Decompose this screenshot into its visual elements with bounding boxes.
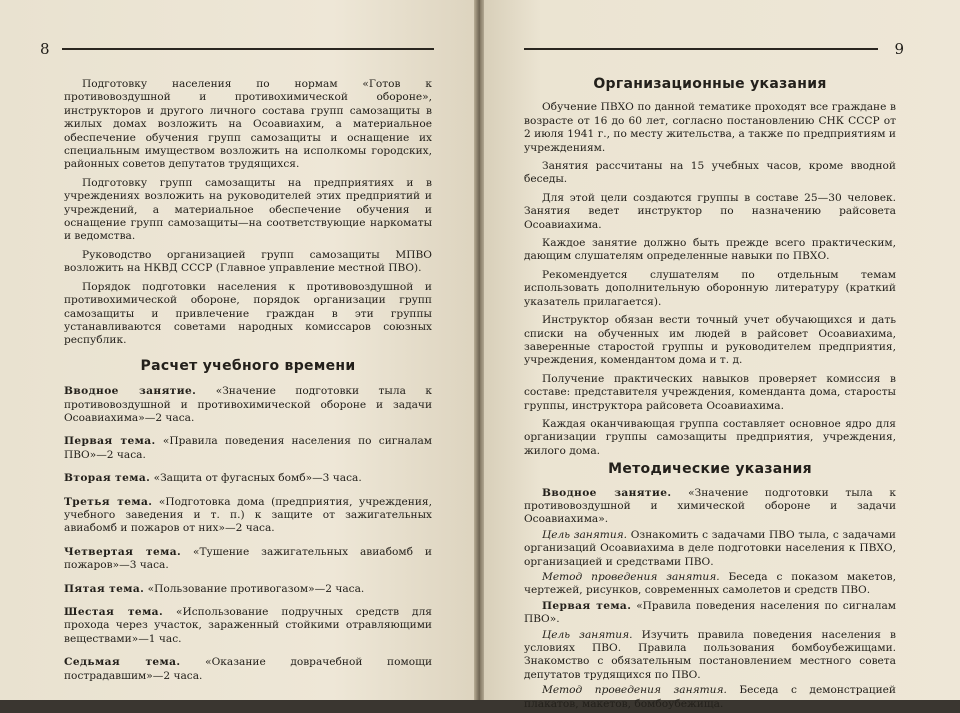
paragraph: Каждая оканчивающая группа составляет основное ядро для организации группы самозащиты предприятия, учреждения, жилого дома. bbox=[524, 417, 896, 457]
paragraph: Подготовку населения по нормам «Готов к противовоздушной и противохимической обороне», инструкторов и другого личного состава групп самозащиты в жилых домах возложить на Осоавиахим, а материальное обеспечение обучения групп самозащиты и оснащение их специальным имуществом возложить на исполкомы городских, районных советов депутатов трудящихся. bbox=[64, 78, 432, 171]
topic-text: «Значение подготовки тыла к противовоздушной и противохимической обороне и задачи Осоавиахима»—2 часа. bbox=[64, 385, 432, 424]
topic-item bbox=[64, 546, 432, 573]
paragraph: Руководство организацией групп самозащиты МПВО возложить на НКВД СССР (Главное управление местной ПВО). bbox=[64, 248, 432, 275]
topic-name: Пятая тема. bbox=[64, 582, 145, 595]
topic-item bbox=[64, 496, 432, 536]
topic-text: «Оказание доврачебной помощи пострадавшим»—2 часа. bbox=[64, 656, 433, 682]
paragraph: Получение практических навыков проверяет комиссия в составе: представителя учреждения, коменданта дома, старосты группы, инструктора райсовета Осоавиахима. bbox=[524, 372, 896, 412]
left-page-text bbox=[64, 78, 432, 693]
topic-item bbox=[64, 385, 432, 425]
topic-name: Вводное занятие. bbox=[542, 486, 672, 499]
paragraph: Подготовку групп самозащиты на предприятиях и в учреждениях возложить на руководителей этих предприятий и учреждений, а материальное обеспечение обучения и оснащение групп самозащиты—на соответствующие наркоматы и ведомства. bbox=[64, 176, 432, 243]
topic-name: Седьмая тема. bbox=[64, 656, 181, 669]
topic-name: Четвертая тема. bbox=[64, 545, 182, 558]
goal-label: Цель занятия. bbox=[542, 628, 633, 641]
topic-text: «Пользование противогазом»—2 часа. bbox=[144, 582, 365, 595]
header-rule-left bbox=[62, 48, 434, 50]
topic-name: Первая тема. bbox=[64, 435, 156, 448]
topic-text: «Значение подготовки тыла к противовоздушной и химической обороне и задачи Осоавиахима». bbox=[524, 486, 896, 526]
paragraph: Для этой цели создаются группы в составе 25—30 человек. Занятия ведет инструктор по назначению райсовета Осоавиахима. bbox=[524, 191, 896, 231]
topic-item bbox=[64, 583, 432, 596]
method-text: Беседа с демонстрацией плакатов, макетов, бомбоубежища. bbox=[524, 684, 896, 710]
intro-goal bbox=[524, 529, 896, 569]
goal-label: Цель занятия. bbox=[542, 528, 628, 541]
paragraph: Обучение ПВХО по данной тематике проходят все граждане в возрасте от 16 до 60 лет, согласно постановлению СНК СССР от 2 июля 1941 г., по месту жительства, а также по предприятиям и учреждениям. bbox=[524, 101, 896, 154]
paragraph: Каждое занятие должно быть прежде всего практическим, дающим слушателям определенные навыки по ПВХО. bbox=[524, 237, 896, 263]
goal-text: Изучить правила поведения населения в условиях ПВО. Правила пользования бомбоубежищами. Знакомство с обязательным постановлением местного совета депутатов трудящихся по ПВО. bbox=[524, 628, 896, 681]
method-text: Беседа с показом макетов, чертежей, рисунков, современных самолетов и средств ПВО. bbox=[524, 571, 896, 597]
right-page-text bbox=[524, 76, 896, 713]
first-goal bbox=[524, 629, 896, 683]
topic-text: «Защита от фугасных бомб»—3 часа. bbox=[150, 472, 362, 485]
topic-name: Третья тема. bbox=[64, 495, 153, 508]
topic-text: «Подготовка дома (предприятия, учреждения, учебного заведения и т. п.) к защите от зажигательных авиабомб и пожаров от них»—2 часа. bbox=[64, 495, 432, 535]
topic-item bbox=[64, 472, 432, 485]
topic-text: «Правила поведения населения по сигналам ПВО»—2 часа. bbox=[64, 435, 432, 461]
paragraph: Порядок подготовки населения к противовоздушной и противохимической обороне, порядок организации групп самозащиты и привлечение граждан в эти группы устанавливаются советами народных комиссаров союзных республик. bbox=[64, 280, 432, 347]
paragraph: Инструктор обязан вести точный учет обучающихся и дать списки на обученных им людей в райсовет Осоавиахима, заверенные старостой группы и руководителем предприятия, учреждения, комендантом дома и т. д. bbox=[524, 314, 896, 367]
left-page bbox=[0, 0, 476, 700]
section-heading-methodical: Методические указания bbox=[608, 461, 812, 478]
topic-item bbox=[64, 656, 432, 683]
intro-topic bbox=[524, 487, 896, 527]
topic-name: Первая тема. bbox=[542, 599, 632, 612]
topic-text: «Тушение зажигательных авиабомб и пожаров»—3 часа. bbox=[64, 545, 432, 572]
right-page bbox=[484, 0, 960, 710]
first-topic bbox=[524, 600, 896, 627]
paragraph: Занятия рассчитаны на 15 учебных часов, кроме вводной беседы. bbox=[524, 160, 896, 186]
first-method bbox=[524, 684, 896, 711]
page-number-left: 8 bbox=[40, 40, 50, 58]
section-heading-schedule: Расчет учебного времени bbox=[140, 357, 356, 374]
header-rule-right bbox=[524, 48, 878, 50]
paragraph: Рекомендуется слушателям по отдельным темам использовать дополнительную оборонную литературу (краткий указатель прилагается). bbox=[524, 268, 896, 308]
page-number-right: 9 bbox=[894, 40, 904, 58]
topic-text: «Использование подручных средств для прохода через участок, зараженный стойкими отравляющими веществами»—1 час. bbox=[64, 606, 432, 645]
topic-name: Вторая тема. bbox=[64, 472, 151, 485]
section-heading-organizational: Организационные указания bbox=[593, 76, 827, 92]
topic-item bbox=[64, 435, 432, 462]
topic-name: Вводное занятие. bbox=[64, 385, 197, 398]
method-label: Метод проведения занятия. bbox=[542, 571, 720, 583]
topic-text: «Правила поведения населения по сигналам ПВО». bbox=[524, 599, 897, 626]
intro-method bbox=[524, 571, 896, 598]
topic-name: Шестая тема. bbox=[64, 606, 164, 618]
goal-text: Ознакомить с задачами ПВО тыла, с задачами организаций Осоавиахима в деле подготовки населения к ПВХО, организацией и средствами ПВО. bbox=[524, 528, 896, 568]
method-label: Метод проведения занятия. bbox=[542, 684, 727, 697]
topic-item bbox=[64, 606, 432, 646]
